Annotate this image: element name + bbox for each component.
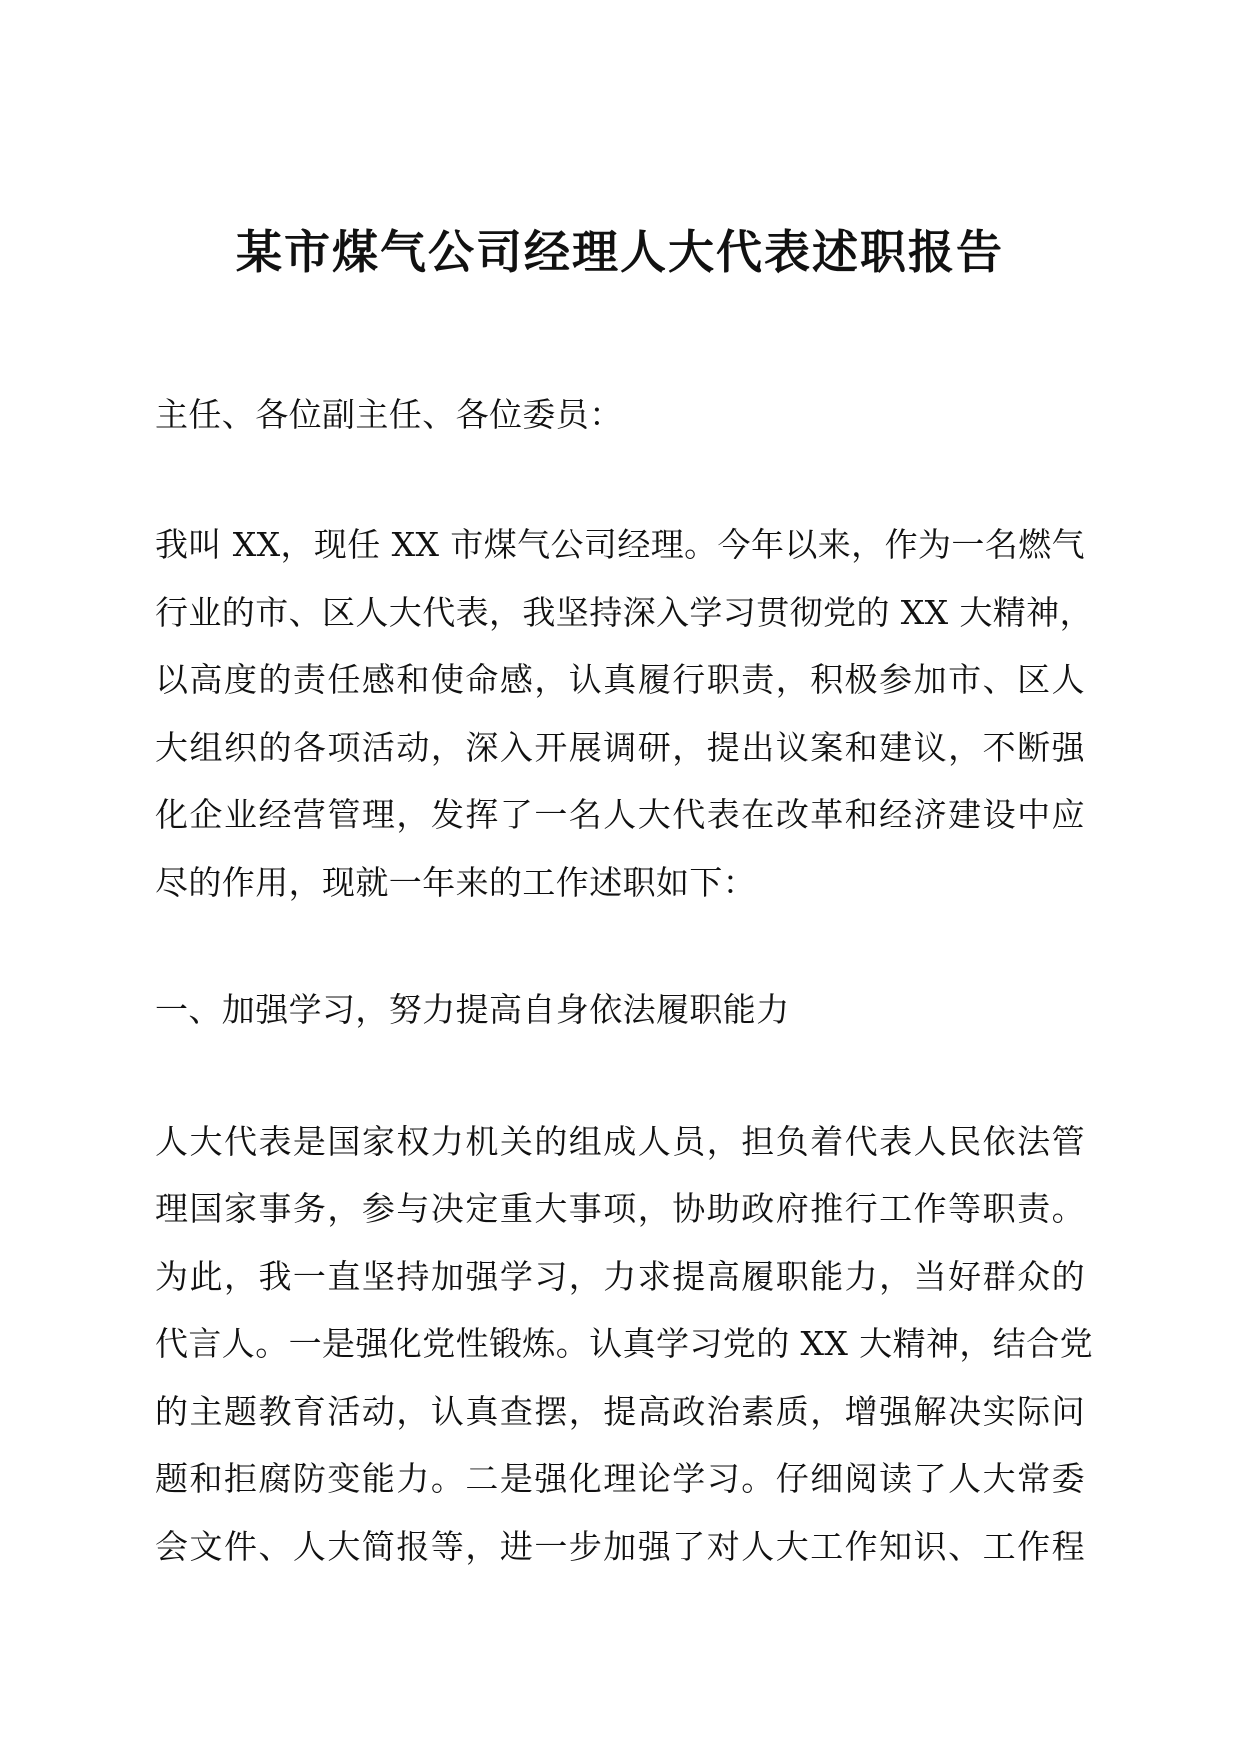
section-heading: 一、加强学习，努力提高自身依法履职能力 <box>155 990 790 1029</box>
section-line: 人大代表是国家权力机关的组成人员，担负着代表人民依法管 <box>155 1122 1085 1161</box>
salutation: 主任、各位副主任、各位委员： <box>155 395 623 434</box>
intro-line: 大组织的各项活动，深入开展调研，提出议案和建议，不断强 <box>155 728 1085 767</box>
section-line: 会文件、人大简报等，进一步加强了对人大工作知识、工作程 <box>155 1527 1085 1566</box>
document-title: 某市煤气公司经理人大代表述职报告 <box>236 225 1004 279</box>
section-line: 为此，我一直坚持加强学习，力求提高履职能力，当好群众的 <box>155 1257 1085 1296</box>
intro-line: 以高度的责任感和使命感，认真履行职责，积极参加市、区人 <box>155 660 1085 699</box>
section-line: 代言人。一是强化党性锻炼。认真学习党的 XX 大精神，结合党 <box>155 1324 1093 1363</box>
intro-line: 尽的作用，现就一年来的工作述职如下： <box>155 863 757 902</box>
intro-line: 我叫 XX，现任 XX 市煤气公司经理。今年以来，作为一名燃气 <box>155 525 1085 564</box>
intro-line: 化企业经营管理，发挥了一名人大代表在改革和经济建设中应 <box>155 795 1085 834</box>
intro-line: 行业的市、区人大代表，我坚持深入学习贯彻党的 XX 大精神， <box>155 593 1093 632</box>
section-line: 的主题教育活动，认真查摆，提高政治素质，增强解决实际问 <box>155 1392 1085 1431</box>
section-line: 理国家事务，参与决定重大事项，协助政府推行工作等职责。 <box>155 1189 1085 1228</box>
section-line: 题和拒腐防变能力。二是强化理论学习。仔细阅读了人大常委 <box>155 1459 1085 1498</box>
